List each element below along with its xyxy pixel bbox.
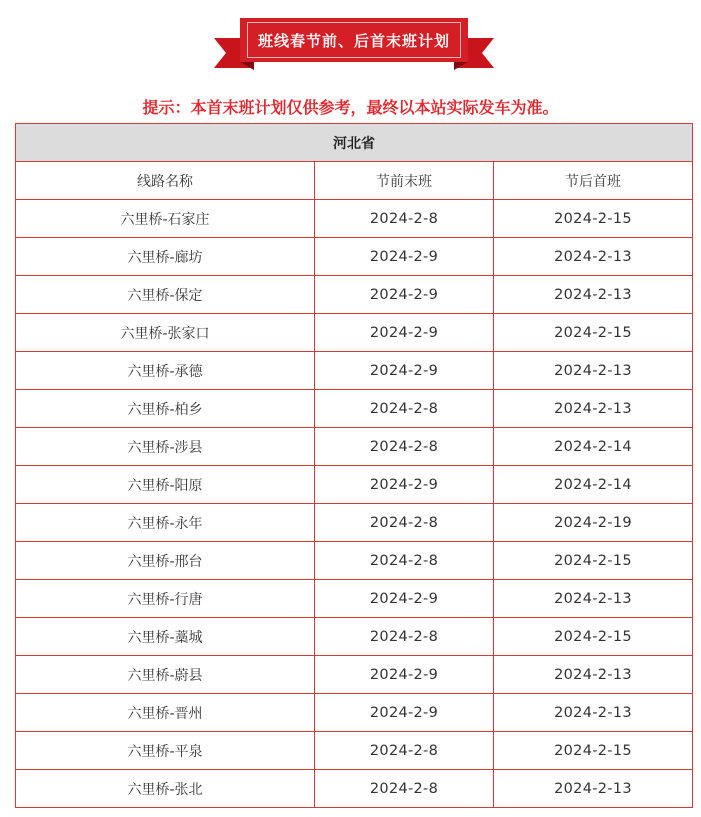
first-bus-date-cell: 2024-2-15 [494,542,693,580]
last-bus-date-cell: 2024-2-8 [315,618,494,656]
last-bus-date-cell: 2024-2-8 [315,770,494,808]
route-cell: 六里桥-行唐 [16,580,315,618]
last-bus-date-cell: 2024-2-9 [315,314,494,352]
route-cell: 六里桥-张北 [16,770,315,808]
last-bus-date-cell: 2024-2-9 [315,466,494,504]
table-row [16,466,693,504]
first-bus-date-cell: 2024-2-19 [494,504,693,542]
last-bus-date-cell: 2024-2-8 [315,200,494,238]
route-cell: 六里桥-阳原 [16,466,315,504]
first-bus-date-cell: 2024-2-13 [494,238,693,276]
first-bus-date-cell: 2024-2-15 [494,200,693,238]
province-heading: 河北省 [16,124,693,162]
table-row [16,618,693,656]
column-header-last-bus: 节前末班 [315,162,494,200]
table-row [16,732,693,770]
column-header-first-bus: 节后首班 [494,162,693,200]
first-bus-date-cell: 2024-2-13 [494,276,693,314]
table-row [16,694,693,732]
route-cell: 六里桥-石家庄 [16,200,315,238]
route-cell: 六里桥-永年 [16,504,315,542]
route-cell: 六里桥-晋州 [16,694,315,732]
route-cell: 六里桥-柏乡 [16,390,315,428]
last-bus-date-cell: 2024-2-9 [315,352,494,390]
table-row [16,200,693,238]
route-cell: 六里桥-保定 [16,276,315,314]
route-cell: 六里桥-藁城 [16,618,315,656]
first-bus-date-cell: 2024-2-15 [494,618,693,656]
last-bus-date-cell: 2024-2-8 [315,732,494,770]
banner-title: 班线春节前、后首末班计划 [247,22,461,58]
table-row [16,276,693,314]
first-bus-date-cell: 2024-2-13 [494,694,693,732]
last-bus-date-cell: 2024-2-9 [315,580,494,618]
last-bus-date-cell: 2024-2-8 [315,542,494,580]
table-row [16,352,693,390]
table-row [16,390,693,428]
route-cell: 六里桥-张家口 [16,314,315,352]
first-bus-date-cell: 2024-2-15 [494,314,693,352]
first-bus-date-cell: 2024-2-13 [494,656,693,694]
schedule-table [15,123,693,808]
route-cell: 六里桥-蔚县 [16,656,315,694]
route-cell: 六里桥-涉县 [16,428,315,466]
first-bus-date-cell: 2024-2-15 [494,732,693,770]
last-bus-date-cell: 2024-2-9 [315,694,494,732]
table-row [16,428,693,466]
first-bus-date-cell: 2024-2-13 [494,352,693,390]
first-bus-date-cell: 2024-2-14 [494,428,693,466]
route-cell: 六里桥-承德 [16,352,315,390]
table-row [16,238,693,276]
table-row [16,542,693,580]
header-row [16,162,693,200]
table-row [16,656,693,694]
table-row [16,770,693,808]
last-bus-date-cell: 2024-2-9 [315,656,494,694]
route-cell: 六里桥-廊坊 [16,238,315,276]
last-bus-date-cell: 2024-2-8 [315,428,494,466]
route-cell: 六里桥-邢台 [16,542,315,580]
column-header-route: 线路名称 [16,162,315,200]
notice-text: 提示：本首末班计划仅供参考，最终以本站实际发车为准。 [142,98,559,117]
table-row [16,580,693,618]
last-bus-date-cell: 2024-2-8 [315,390,494,428]
first-bus-date-cell: 2024-2-13 [494,770,693,808]
first-bus-date-cell: 2024-2-14 [494,466,693,504]
first-bus-date-cell: 2024-2-13 [494,390,693,428]
province-row [16,124,693,162]
banner-face [240,18,468,62]
last-bus-date-cell: 2024-2-8 [315,504,494,542]
first-bus-date-cell: 2024-2-13 [494,580,693,618]
route-cell: 六里桥-平泉 [16,732,315,770]
table-row [16,314,693,352]
table-row [16,504,693,542]
last-bus-date-cell: 2024-2-9 [315,276,494,314]
last-bus-date-cell: 2024-2-9 [315,238,494,276]
title-banner [214,18,494,70]
